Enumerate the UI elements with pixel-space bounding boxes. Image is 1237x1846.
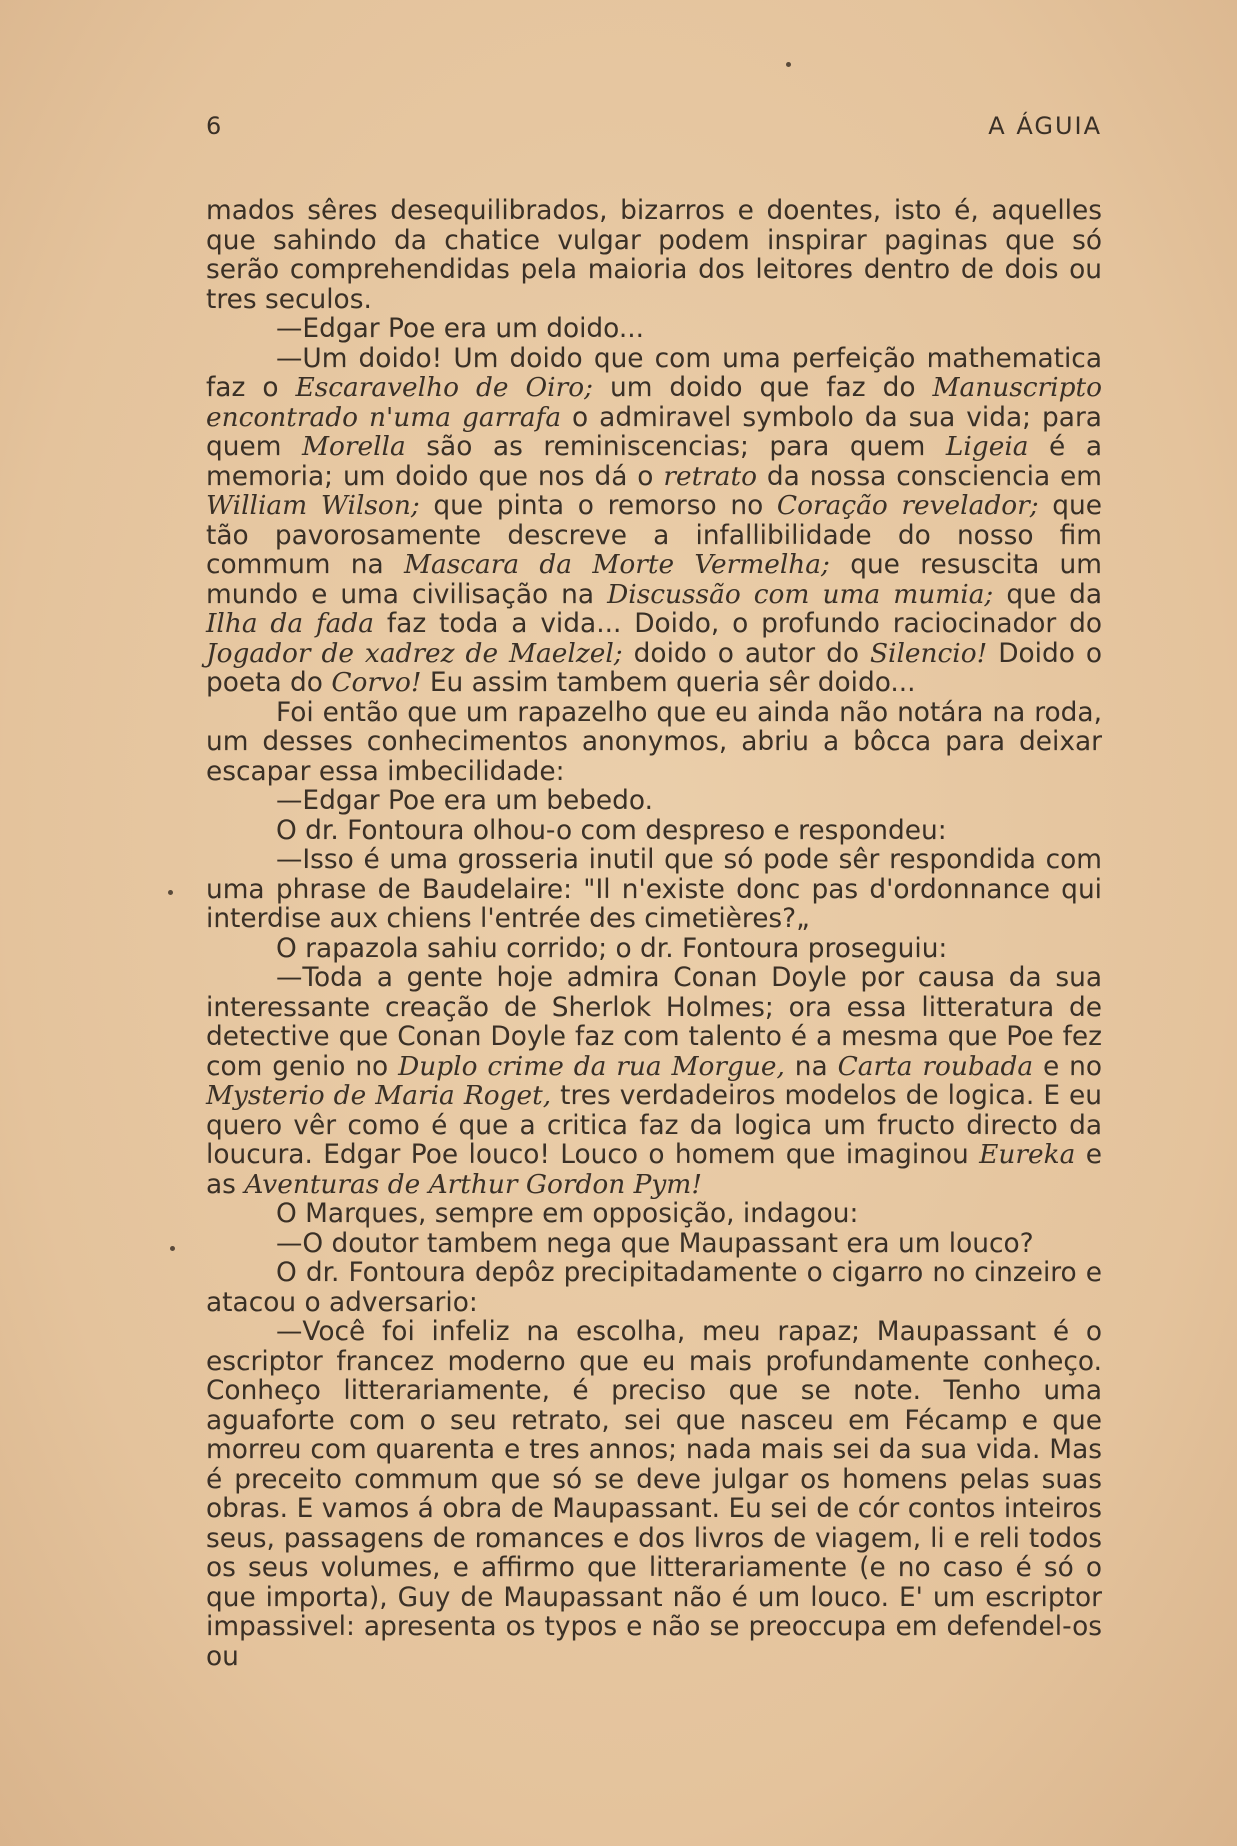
- italic-title: William Wilson;: [206, 490, 420, 521]
- italic-title: Duplo crime da rua Morgue,: [398, 1050, 785, 1082]
- text-run: O dr. Fontoura depôz precipitadamente o cigarro no cinzeiro e atacou o adversario:: [206, 1257, 1102, 1318]
- italic-title: Ilha da fada: [206, 608, 375, 639]
- text-run: —Toda a gente hoje admira Conan Doyle por causa da sua interessante creação de Sherlok Holmes; ora essa litteratura de detective que Conan Doyle faz com talento é a mesma que Poe fez com genio no: [206, 962, 1102, 1082]
- italic-title: Ligeia: [945, 431, 1029, 462]
- text-run: são as reminiscencias; para quem: [405, 431, 946, 462]
- italic-title: Jogador de xadrez de Maelzel;: [206, 637, 623, 669]
- page-header: [206, 112, 1102, 152]
- paragraph: [206, 963, 1102, 1199]
- text-run: O Marques, sempre em opposição, indagou:: [276, 1198, 859, 1229]
- text-run: —O doutor tambem nega que Maupassant era um louco?: [276, 1227, 1034, 1259]
- italic-title: Manuscripto encontrado n'uma garrafa: [206, 372, 1102, 433]
- paragraph: [206, 1199, 1102, 1229]
- text-run: mados sêres desequilibrados, bizarros e doentes, isto é, aquelles que sahindo da chatice vulgar podem inspirar paginas que só serão comprehendidas pela maioria dos leitores dentro de dois ou tres seculos.: [206, 195, 1102, 315]
- italic-title: Coração revelador;: [776, 490, 1039, 521]
- italic-title: Carta roubada: [837, 1050, 1034, 1082]
- paragraph: [206, 1229, 1102, 1259]
- text-run: Doido o poeta do: [206, 637, 1103, 698]
- speck-mark: [786, 62, 791, 67]
- margin-dot: [170, 1246, 175, 1251]
- paragraph: [206, 1258, 1102, 1317]
- paragraph: [206, 698, 1102, 787]
- text-run: O dr. Fontoura olhou-o com despreso e respondeu:: [276, 814, 947, 846]
- italic-title: Mascara da Morte Vermelha;: [403, 549, 830, 580]
- text-run: doido o autor do: [622, 637, 870, 669]
- text-run: —Você foi infeliz na escolha, meu rapaz; Maupassant é o escriptor francez moderno que eu mais profundamente conheço. Conheço litterariamente, é preciso que se note. Tenho uma aguaforte com o seu retrato, sei que nasceu em Fécamp e que morreu com quarenta e tres annos; nada mais sei da sua vida. Mas é preceito commum que só se deve julgar os homens pelas suas obras. E vamos á obra de Maupassant. Eu sei de cór contos inteiros seus, passagens de romances e dos livros de viagem, li e reli todos os seus volumes, e affirmo que litterariamente (e no caso é só o que importa), Guy de Maupassant não é um louco. E' um escriptor impassivel: apresenta os typos e não se preoccupa em defendel-os ou: [206, 1316, 1102, 1672]
- body-text: [206, 196, 1102, 1671]
- text-run: que pinta o remorso no: [419, 490, 777, 521]
- italic-title: Discussão com uma mumia;: [607, 578, 994, 610]
- italic-title: retrato: [663, 460, 758, 492]
- italic-title: Morella: [301, 431, 406, 462]
- paragraph: [206, 816, 1102, 846]
- italic-title: Escaravelho de Oiro;: [295, 372, 593, 403]
- paragraph: [206, 934, 1102, 964]
- journal-title: A ÁGUIA: [988, 112, 1102, 140]
- paragraph: [206, 344, 1102, 698]
- italic-title: Corvo!: [331, 667, 422, 698]
- paragraph: [206, 845, 1102, 934]
- text-run: da nossa consciencia em: [757, 460, 1103, 492]
- text-run: O rapazola sahiu corrido; o dr. Fontoura proseguiu:: [276, 932, 948, 964]
- text-run: que da: [993, 578, 1103, 610]
- text-run: é a memoria; um doido que nos dá o: [206, 431, 1102, 492]
- paragraph: [206, 196, 1102, 314]
- italic-title: Mysterio de Maria Roget,: [206, 1080, 552, 1111]
- text-run: que tão pavorosamente descreve a infallibilidade do nosso fim commum na: [206, 490, 1103, 580]
- text-run: —Edgar Poe era um doido...: [276, 313, 645, 344]
- text-run: o admiravel symbolo da sua vida; para quem: [206, 401, 1102, 462]
- paragraph: [206, 314, 1102, 344]
- text-run: na: [784, 1050, 838, 1082]
- page-number: 6: [206, 112, 223, 140]
- paragraph: [206, 786, 1102, 816]
- text-run: Foi então que um rapazelho que eu ainda não notára na roda, um desses conhecimentos anonymos, abriu a bôcca para deixar escapar essa imbecilidade:: [206, 696, 1102, 787]
- margin-dot: [168, 890, 173, 895]
- italic-title: Silencio!: [869, 637, 988, 669]
- text-run: —Isso é uma grosseria inutil que só pode sêr respondida com uma phrase de Baudelaire: "Il n'existe donc pas d'ordonnance qui interdise aux chiens l'entrée des cimetières?„: [206, 844, 1102, 934]
- text-run: —Edgar Poe era um bebedo.: [276, 785, 653, 816]
- italic-title: Eureka: [979, 1139, 1076, 1170]
- text-run: faz toda a vida... Doido, o profundo raciocinador do: [374, 608, 1102, 639]
- paragraph: [206, 1317, 1102, 1671]
- text-run: que resuscita um mundo e uma civilisação na: [206, 549, 1102, 610]
- italic-title: Aventuras de Arthur Gordon Pym!: [244, 1168, 702, 1200]
- text-run: tres verdadeiros modelos de logica. E eu quero vêr como é que a critica faz da logica um fructo directo da loucura. Edgar Poe louco! Louco o homem que imaginou: [206, 1080, 1102, 1170]
- text-run: e as: [206, 1139, 1102, 1200]
- text-run: —Um doido! Um doido que com uma perfeição mathematica faz o: [206, 342, 1102, 403]
- text-run: Eu assim tambem queria sêr doido...: [421, 667, 916, 698]
- text-run: e no: [1033, 1050, 1102, 1082]
- text-run: um doido que faz do: [592, 372, 933, 403]
